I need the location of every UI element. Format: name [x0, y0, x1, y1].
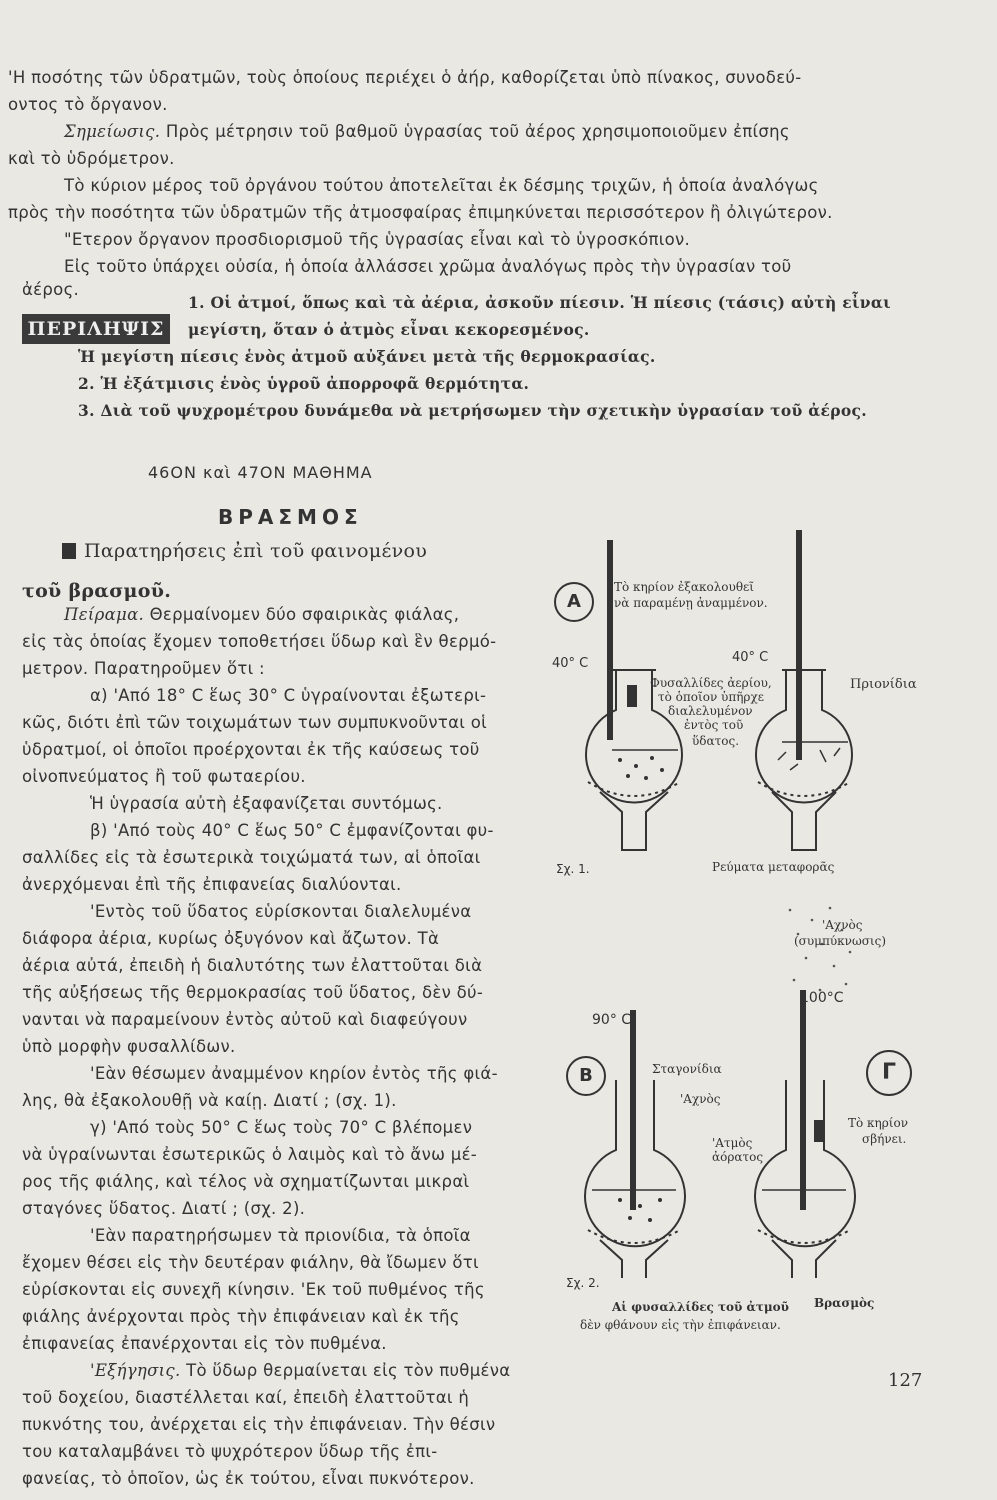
fig2-caption: Αἱ φυσαλλίδες τοῦ ἀτμοῦ — [612, 1300, 789, 1314]
text-line: εὑρίσκονται εἰς συνεχῆ κίνησιν. 'Εκ τοῦ πυθμένος τῆς — [22, 1280, 485, 1299]
text-line: πρὸς τὴν ποσότητα τῶν ὑδρατμῶν τῆς ἀτμοσφαίρας ἐπιμηκύνεται περισσότερον ἢ ὀλιγώτερον. — [8, 203, 833, 222]
text-line: ὑπὸ μορφὴν φυσαλλίδων. — [22, 1037, 236, 1056]
text-line: λης, θὰ ἐξακολουθῇ νὰ καίῃ. Διατί ; (σχ. 1). — [22, 1091, 397, 1110]
fig2-mist-label: 'Αχνὸς — [822, 918, 863, 932]
fig1-caption-number: Σχ. 1. — [556, 862, 590, 876]
text-line: ἀέρος. — [22, 280, 80, 299]
text-line — [64, 122, 790, 141]
fig2-caption-number: Σχ. 2. — [566, 1276, 600, 1290]
section-heading-cont: τοῦ βρασμοῦ. — [22, 580, 172, 602]
text-line — [64, 605, 459, 624]
text-line: τῆς αὐξήσεως τῆς θερμοκρασίας τοῦ ὕδατος, δὲν δύ- — [22, 983, 484, 1002]
text-line: 'Εὰν παρατηρήσωμεν τὰ πριονίδια, τὰ ὁποῖα — [90, 1226, 471, 1245]
text-line: 'Εὰν θέσωμεν ἀναμμένον κηρίον ἐντὸς τῆς φιά- — [90, 1064, 498, 1083]
text-line: "Ετερον ὄργανον προσδιορισμοῦ τῆς ὑγρασίας εἶναι καὶ τὸ ὑγροσκόπιον. — [64, 230, 691, 249]
text-line: 'Εντὸς τοῦ ὕδατος εὑρίσκονται διαλελυμένα — [90, 902, 472, 921]
fig1-bubbles-label: Φυσαλλίδες ἀερίου, — [650, 676, 772, 690]
fig2-candle-label: Τὸ κηρίον — [848, 1116, 909, 1130]
text-line: ὑδρατμοί, οἱ ὁποῖοι προέρχονται ἐκ τῆς καύσεως τοῦ — [22, 740, 480, 759]
fig1-sawdust-label: Πριονίδια — [850, 677, 917, 692]
fig1-bubbles-label: τὸ ὁποῖον ὑπῆρχε — [658, 690, 764, 704]
fig2-caption: δὲν φθάνουν εἰς τὴν ἐπιφάνειαν. — [580, 1318, 781, 1332]
explanation-label: 'Εξήγησις. — [90, 1361, 181, 1380]
summary-line: 1. Οἱ ἀτμοί, ὅπως καὶ τὰ ἀέρια, ἀσκοῦν πίεσιν. Ἡ πίεσις (τάσις) αὐτὴ εἶναι — [188, 293, 891, 312]
section-heading — [62, 540, 427, 562]
lesson-heading: 46ΟΝ καὶ 47ΟΝ ΜΑΘΗΜΑ — [148, 463, 373, 482]
fig2-temp-right: 100°C — [800, 990, 844, 1006]
fig2-steam-label: ἀόρατος — [712, 1150, 764, 1164]
text-line: οντος τὸ ὄργανον. — [8, 95, 168, 114]
note-text: Πρὸς μέτρησιν τοῦ βαθμοῦ ὑγρασίας τοῦ ἀέρος χρησιμοποιοῦμεν ἐπίσης — [160, 122, 790, 141]
explanation-text: Τὸ ὕδωρ θερμαίνεται εἰς τὸν πυθμένα — [180, 1361, 511, 1380]
fig2-caption-boiling: Βρασμὸς — [814, 1296, 875, 1310]
text-line — [90, 1361, 510, 1380]
fig1-candle-note: Τὸ κηρίον ἐξακολουθεῖ — [614, 580, 754, 594]
fig1-bubbles-label: ἐντὸς τοῦ — [684, 718, 744, 732]
fig2-vapor-mist-label: 'Αχνὸς — [680, 1092, 721, 1106]
text-line: σαλλίδες εἰς τὰ ἐσωτερικὰ τοιχώματά των, αἱ ὁποῖαι — [22, 848, 481, 867]
text-line: 'Η ποσότης τῶν ὑδρατμῶν, τοὺς ὁποίους περιέχει ὁ ἀήρ, καθορίζεται ὑπὸ πίνακος, συνοδεύ- — [8, 68, 802, 87]
figure-label-g: Γ — [866, 1050, 912, 1096]
text-line: φανείας, τὸ ὁποῖον, ὡς ἐκ τούτου, εἶναι πυκνότερον. — [22, 1469, 475, 1488]
summary-line: 3. Διὰ τοῦ ψυχρομέτρου δυνάμεθα νὰ μετρήσωμεν τὴν σχετικὴν ὑγρασίαν τοῦ ἀέρος. — [78, 401, 867, 420]
text-line: γ) 'Από τοὺς 50° C ἕως τοὺς 70° C βλέπομεν — [90, 1118, 473, 1137]
section-marker — [62, 543, 76, 559]
text-line: καὶ τὸ ὑδρόμετρον. — [8, 149, 175, 168]
page-number: 127 — [888, 1370, 923, 1391]
text-line: τοῦ δοχείου, διαστέλλεται καί, ἐπειδὴ ἐλαττοῦται ἡ — [22, 1388, 470, 1407]
text-line: ρος τῆς φιάλης, καὶ τέλος νὰ σχηματίζωνται μικραὶ — [22, 1172, 470, 1191]
fig1-bubbles-label: διαλελυμένον — [668, 704, 753, 718]
text-line: σταγόνες ὕδατος. Διατί ; (σχ. 2). — [22, 1199, 306, 1218]
figure-2-drawing — [550, 900, 970, 1280]
text-line: ἀνερχόμεναι ἐπὶ τῆς ἐπιφανείας διαλύονται. — [22, 875, 402, 894]
figure-label-a: A — [554, 582, 594, 622]
experiment-label: Πείραμα. — [64, 605, 145, 624]
text-line: Εἰς τοῦτο ὑπάρχει οὐσία, ἡ ὁποία ἀλλάσσει χρῶμα ἀναλόγως πρὸς τὴν ὑγρασίαν τοῦ — [64, 257, 792, 276]
text-line: Ἡ ὑγρασία αὐτὴ ἐξαφανίζεται συντόμως. — [90, 794, 443, 813]
text-line: εἰς τὰς ὁποίας ἔχομεν τοποθετήσει ὕδωρ καὶ ἓν θερμό- — [22, 632, 497, 651]
text-line: κῶς, διότι ἐπὶ τῶν τοιχωμάτων των συμπυκνοῦνται οἱ — [22, 713, 488, 732]
text-line: ἀέρια αὐτά, ἐπειδὴ ἡ διαλυτότης των ἐλαττοῦται διὰ — [22, 956, 483, 975]
text-line: α) 'Από 18° C ἕως 30° C ὑγραίνονται ἐξωτερι- — [90, 686, 487, 705]
text-line: Τὸ κύριον μέρος τοῦ ὀργάνου τούτου ἀποτελεῖται ἐκ δέσμης τριχῶν, ἡ ὁποία ἀναλόγως — [64, 176, 819, 195]
text-line: μετρον. Παρατηροῦμεν ὅτι : — [22, 659, 265, 678]
experiment-text: Θερμαίνομεν δύο σφαιρικὰς φιάλας, — [144, 605, 460, 624]
text-line: νανται νὰ παραμείνουν ἐντὸς αὐτοῦ καὶ διαφεύγουν — [22, 1010, 468, 1029]
figure-label-b: B — [566, 1056, 606, 1096]
fig1-bubbles-label: ὕδατος. — [692, 734, 740, 748]
text-line: ἐπιφανείας ἐπανέρχονται εἰς τὸν πυθμένα. — [22, 1334, 387, 1353]
summary-line: Ἡ μεγίστη πίεσις ἑνὸς ἀτμοῦ αὐξάνει μετὰ τῆς θερμοκρασίας. — [78, 347, 656, 366]
summary-line: μεγίστη, ὅταν ὁ ἀτμὸς εἶναι κεκορεσμένος. — [188, 320, 590, 339]
text-line: οἰνοπνεύματος ἢ τοῦ φωταερίου. — [22, 767, 306, 786]
text-line: νὰ ὑγραίνωνται ἐσωτερικῶς ὁ λαιμὸς καὶ τὸ ἄνω μέ- — [22, 1145, 478, 1164]
text-line: του καταλαμβάνει τὸ ψυχρότερον ὕδωρ τῆς ἐπι- — [22, 1442, 438, 1461]
fig1-temp-right: 40° C — [732, 650, 769, 665]
fig1-candle-note: νὰ παραμένῃ ἀναμμένον. — [614, 596, 768, 610]
fig1-caption: Ρεύματα μεταφορᾶς — [712, 860, 835, 874]
fig2-candle-label: σβήνει. — [862, 1132, 907, 1146]
fig2-steam-label: 'Ατμὸς — [712, 1136, 753, 1150]
fig1-temp-left: 40° C — [552, 656, 589, 671]
note-label: Σημείωσις. — [64, 122, 161, 141]
text-line: β) 'Από τοὺς 40° C ἕως 50° C ἐμφανίζονται φυ- — [90, 821, 494, 840]
summary-badge: ΠΕΡΙΛΗΨΙΣ — [22, 314, 170, 344]
summary-line: 2. Ἡ ἐξάτμισις ἑνὸς ὑγροῦ ἀπορροφᾶ θερμότητα. — [78, 374, 530, 393]
text-line: φιάλης ἀνέρχονται πρὸς τὴν ἐπιφάνειαν καὶ ἐκ τῆς — [22, 1307, 460, 1326]
text-line: πυκνότης του, ἀνέρχεται εἰς τὴν ἐπιφάνειαν. Τὴν θέσιν — [22, 1415, 496, 1434]
text-line: διάφορα ἀέρια, κυρίως ὀξυγόνον καὶ ἄζωτον. Τὰ — [22, 929, 440, 948]
fig2-temp-left: 90° C — [592, 1012, 632, 1028]
fig2-droplets-label: Σταγονίδια — [652, 1062, 722, 1076]
text-line: ἔχομεν θέσει εἰς τὴν δευτέραν φιάλην, θὰ ἴδωμεν ὅτι — [22, 1253, 479, 1272]
page-title: ΒΡΑΣΜΟΣ — [218, 505, 363, 529]
fig2-mist-label: (συμπύκνωσις) — [794, 934, 887, 948]
section-title: Παρατηρήσεις ἐπὶ τοῦ φαινομένου — [84, 540, 428, 562]
